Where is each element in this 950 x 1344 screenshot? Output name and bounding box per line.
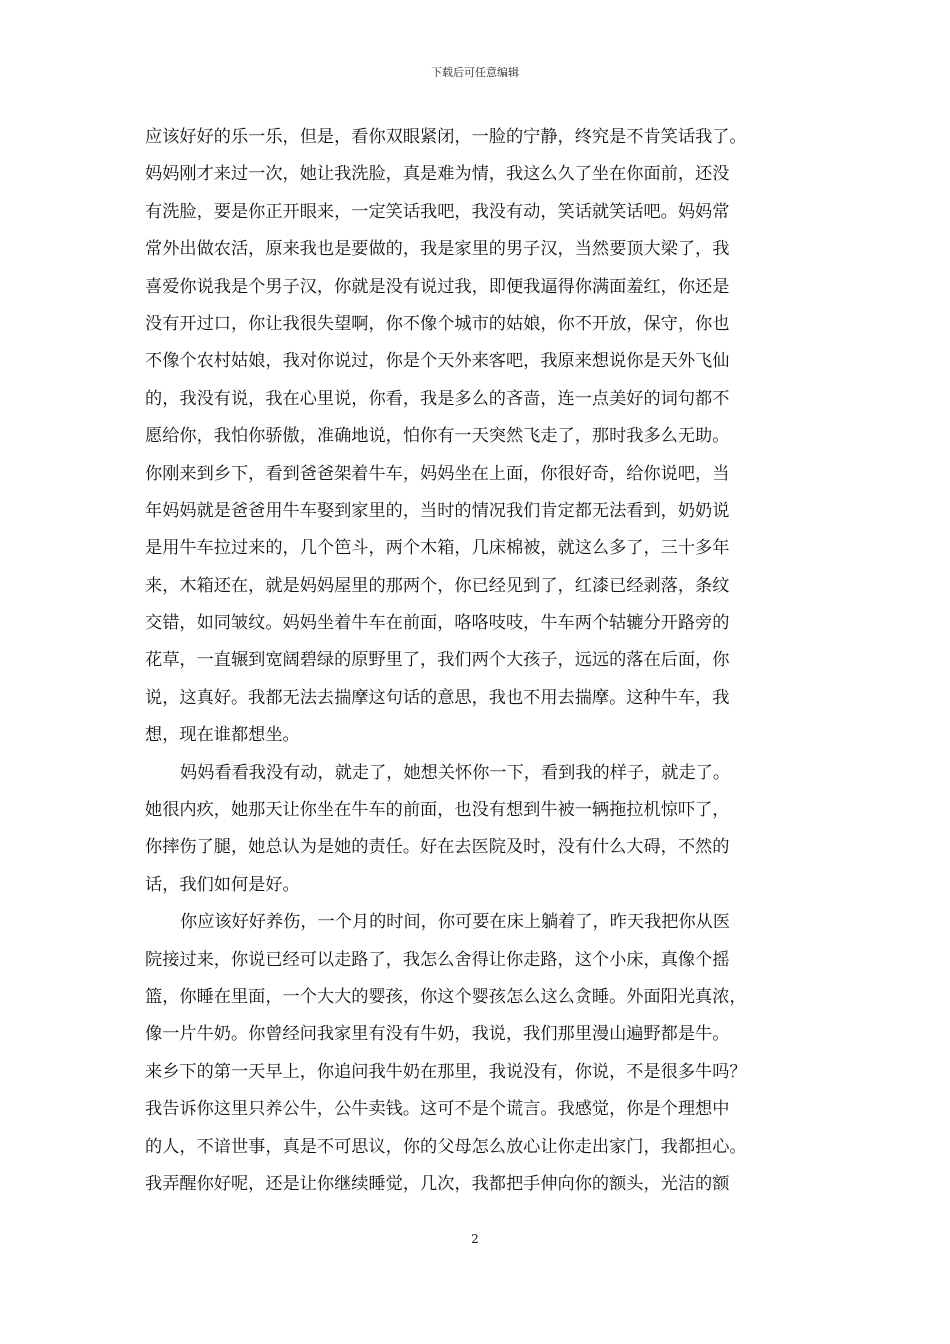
body-text bbox=[145, 119, 817, 1203]
text-line: 妈妈看看我没有动，就走了，她想关怀你一下，看到我的样子，就走了。 bbox=[180, 762, 731, 783]
text-line: 想，现在谁都想坐。 bbox=[145, 725, 300, 746]
text-line: 妈妈刚才来过一次，她让我洗脸，真是难为情，我这么久了坐在你面前，还没 bbox=[145, 164, 730, 185]
text-line: 不像个农村姑娘，我对你说过，你是个天外来客吧，我原来想说你是天外飞仙 bbox=[145, 351, 730, 372]
paragraph-2 bbox=[145, 755, 817, 905]
text-line: 你应该好好养伤，一个月的时间，你可要在床上躺着了，昨天我把你从医 bbox=[180, 912, 731, 933]
text-line: 你刚来到乡下，看到爸爸架着牛车，妈妈坐在上面，你很好奇，给你说吧，当 bbox=[145, 463, 730, 484]
page-number: 2 bbox=[471, 1232, 479, 1246]
text-line: 来，木箱还在，就是妈妈屋里的那两个，你已经见到了，红漆已经剥落，条纹 bbox=[145, 575, 730, 596]
text-line: 交错，如同皱纹。妈妈坐着牛车在前面，咯咯吱吱，牛车两个轱辘分开路旁的 bbox=[145, 613, 730, 634]
text-line: 没有开过口，你让我很失望啊，你不像个城市的姑娘，你不开放，保守，你也 bbox=[145, 313, 730, 334]
text-line: 喜爱你说我是个男子汉，你就是没有说过我，即便我逼得你满面羞红，你还是 bbox=[145, 276, 730, 297]
page-header: 下载后可任意编辑 bbox=[431, 66, 519, 79]
text-line: 的人，不谙世事，真是不可思议，你的父母怎么放心让你走出家门，我都担心。 bbox=[145, 1136, 747, 1157]
text-line: 说，这真好。我都无法去揣摩这句话的意思，我也不用去揣摩。这种牛车，我 bbox=[145, 687, 730, 708]
text-line: 有洗脸，要是你正开眼来，一定笑话我吧，我没有动，笑话就笑话吧。妈妈常 bbox=[145, 201, 730, 222]
text-line: 院接过来，你说已经可以走路了，我怎么舍得让你走路，这个小床，真像个摇 bbox=[145, 949, 730, 970]
paragraph-3 bbox=[145, 904, 817, 1203]
text-line: 的，我没有说，我在心里说，你看，我是多么的吝啬，连一点美好的词句都不 bbox=[145, 388, 730, 409]
text-line: 话，我们如何是好。 bbox=[145, 874, 300, 895]
text-line: 常外出做农活，原来我也是要做的，我是家里的男子汉，当然要顶大梁了，我 bbox=[145, 239, 730, 260]
text-line: 你摔伤了腿，她总认为是她的责任。好在去医院及时，没有什么大碍，不然的 bbox=[145, 837, 730, 858]
text-line: 愿给你，我怕你骄傲，准确地说，怕你有一天突然飞走了，那时我多么无助。 bbox=[145, 426, 730, 447]
text-line: 来乡下的第一天早上，你追问我牛奶在那里，我说没有，你说，不是很多牛吗？ bbox=[145, 1061, 747, 1082]
text-line: 应该好好的乐一乐，但是，看你双眼紧闭，一脸的宁静，终究是不肯笑话我了。 bbox=[145, 127, 747, 147]
text-line: 篮，你睡在里面，一个大大的婴孩，你这个婴孩怎么这么贪睡。外面阳光真浓， bbox=[145, 986, 747, 1007]
text-line: 是用牛车拉过来的，几个笆斗，两个木箱，几床棉被，就这么多了，三十多年 bbox=[145, 538, 730, 559]
text-line: 像一片牛奶。你曾经问我家里有没有牛奶，我说，我们那里漫山遍野都是牛。 bbox=[145, 1024, 730, 1045]
text-line: 我弄醒你好呢，还是让你继续睡觉，几次，我都把手伸向你的额头，光洁的额 bbox=[145, 1173, 730, 1194]
paragraph-1 bbox=[145, 119, 817, 755]
text-line: 她很内疚，她那天让你坐在牛车的前面，也没有想到牛被一辆拖拉机惊吓了， bbox=[145, 800, 730, 821]
text-line: 我告诉你这里只养公牛，公牛卖钱。这可不是个谎言。我感觉，你是个理想中 bbox=[145, 1099, 730, 1120]
text-line: 花草，一直辗到宽阔碧绿的原野里了，我们两个大孩子，远远的落在后面，你 bbox=[145, 650, 730, 671]
text-line: 年妈妈就是爸爸用牛车娶到家里的，当时的情况我们肯定都无法看到，奶奶说 bbox=[145, 500, 730, 521]
